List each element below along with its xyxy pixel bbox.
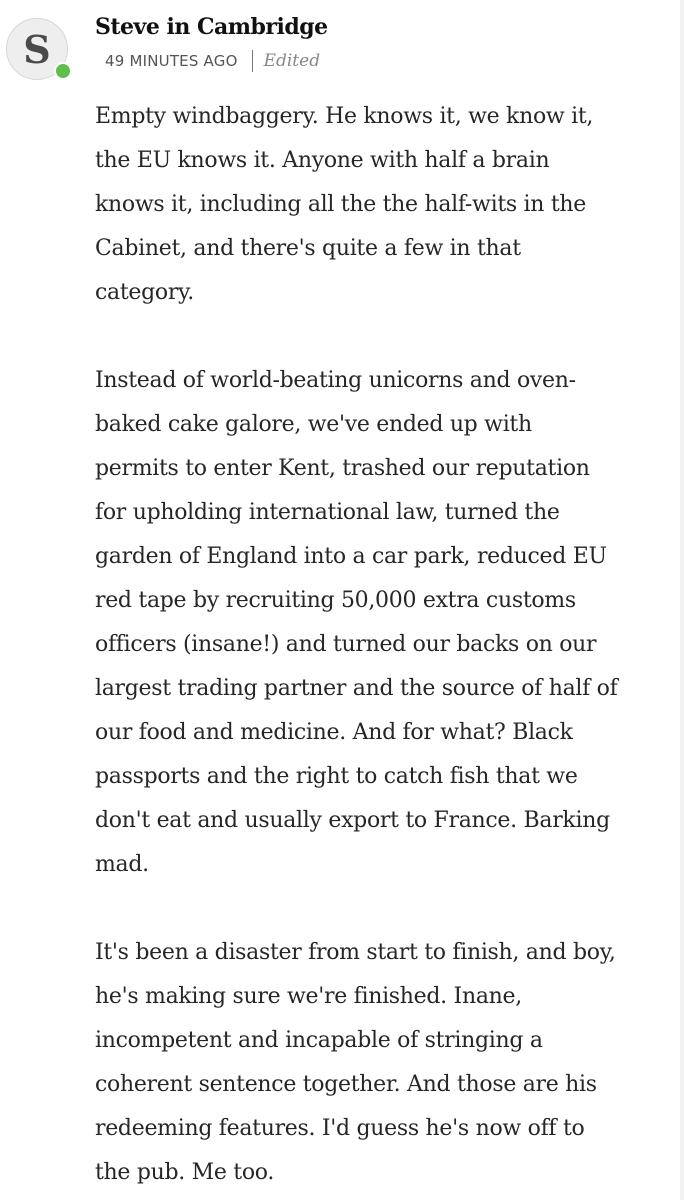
comment-body: [95, 95, 660, 1195]
scrollbar-track[interactable]: [680, 0, 684, 1200]
edited-label: Edited: [263, 51, 321, 71]
avatar-initial: S: [23, 26, 51, 72]
online-status-icon: [54, 62, 72, 80]
author-name[interactable]: Steve in Cambridge: [95, 14, 328, 40]
comment-paragraph: It's been a disaster from start to finish, and boy, he's making sure we're finished. Inane, incompetent and incapable of stringing a coherent sentence together. And those are his redeeming features. I'd guess he's now off to the pub. Me too.: [95, 940, 616, 1185]
meta-divider: [252, 50, 253, 72]
comment-paragraph: Instead of world-beating unicorns and oven- baked cake galore, we've ended up with permits to enter Kent, trashed our reputation for upholding international law, turned the garden of England into a car park, reduced EU red tape by recruiting 50,000 extra customs officers (insane!) and turned our backs on our largest trading partner and the source of half of our food and medicine. And for what? Black passports and the right to catch fish that we don't eat and usually export to France. Barking mad.: [95, 368, 618, 877]
comment-paragraph: Empty windbaggery. He knows it, we know it, the EU knows it. Anyone with half a brain knows it, including all the the half-wits in the Cabinet, and there's quite a few in that category.: [95, 104, 594, 305]
comment-meta: [105, 50, 320, 72]
avatar-container[interactable]: [6, 18, 70, 82]
timestamp: 49 MINUTES AGO: [105, 52, 238, 70]
